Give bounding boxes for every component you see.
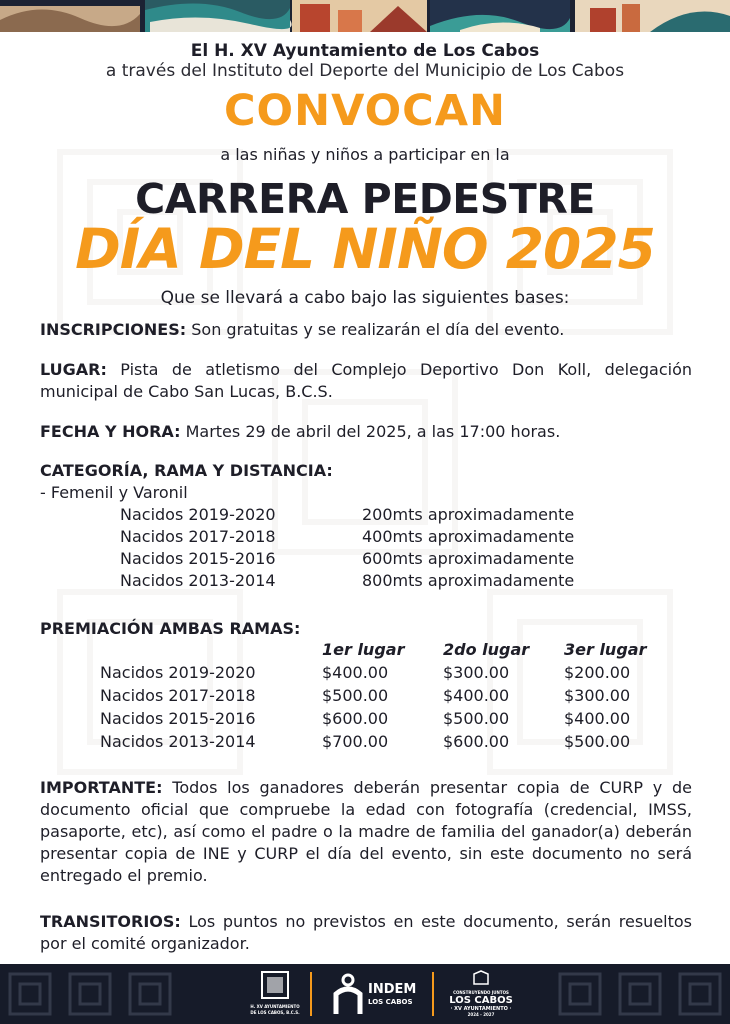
- invitation-text: a las niñas y niños a participar en la: [220, 145, 510, 164]
- section-fecha: FECHA Y HORA: Martes 29 de abril del 2025, a las 17:00 horas.: [40, 422, 561, 441]
- section-inscripciones: INSCRIPCIONES: Son gratuitas y se realizarán el día del evento.: [40, 320, 565, 339]
- ayuntamiento-logo-text: H. XV AYUNTAMIENTO DE LOS CABOS, B.C.S.: [250, 1004, 300, 1015]
- lugar-label: LUGAR: [40, 360, 101, 379]
- importante-text: Todos los ganadores deberán presentar copia de CURP y de documento oficial que compruebe la edad con fotografía (credencial, IMSS, pasaporte, etc), así como el padre o la madre de familia del ganador(a) deberán presentar copia de INE y CURP el día del evento, sin este documento no será entregado el premio.: [40, 778, 693, 885]
- coat-of-arms-icon: [250, 970, 300, 1000]
- event-title: CARRERA PEDESTRE: [135, 175, 595, 223]
- section-importante: IMPORTANTE: Todos los ganadores deberán presentar copia de CURP y de documento oficial que compruebe la edad con fotografía (credencial, IMSS, pasaporte, etc), así como el padre o la madre de familia del ganador(a) deberán presentar copia de INE y CURP el día del evento, sin este documento no será entregado el premio.: [40, 778, 693, 885]
- prize-row-p2: $500.00: [443, 709, 510, 728]
- los-cabos-logo-sub: · XV AYUNTAMIENTO ·: [450, 1006, 512, 1012]
- los-cabos-logo-top: CONSTRUYENDO JUNTOS: [453, 990, 509, 995]
- prize-row-p3: $500.00: [564, 732, 631, 751]
- categoria-row-distancia: 200mts aproximadamente: [362, 505, 575, 524]
- prize-header-third: 3er lugar: [564, 640, 647, 659]
- bases-intro: Que se llevará a cabo bajo las siguientes bases:: [160, 288, 570, 308]
- fecha-text: Martes 29 de abril del 2025, a las 17:00 horas.: [185, 422, 561, 441]
- prize-row-nacidos: Nacidos 2017-2018: [100, 686, 256, 705]
- prize-header-first: 1er lugar: [322, 640, 405, 659]
- section-transitorios: TRANSITORIOS: Los puntos no previstos en este documento, serán resueltos por el comité organizador.: [40, 912, 693, 953]
- prize-header-second: 2do lugar: [443, 640, 530, 659]
- section-lugar: LUGAR: Pista de atletismo del Complejo Deportivo Don Koll, delegación municipal de Cabo San Lucas, B.C.S.: [40, 360, 693, 401]
- prize-row-nacidos: Nacidos 2019-2020: [100, 663, 256, 682]
- categoria-row-distancia: 400mts aproximadamente: [362, 527, 575, 546]
- prize-row-p2: $300.00: [443, 663, 510, 682]
- footer-pattern-icon: [0, 964, 200, 1024]
- inscripciones-label: INSCRIPCIONES: [40, 320, 180, 339]
- footer-pattern-icon: [530, 964, 730, 1024]
- indem-logo-name: INDEM: [368, 982, 417, 997]
- prize-row-p3: $300.00: [564, 686, 631, 705]
- importante-label: IMPORTANTE: [40, 778, 157, 797]
- los-cabos-emblem-icon: [446, 970, 516, 986]
- categoria-row-nacidos: Nacidos 2013-2014: [120, 571, 276, 590]
- inscripciones-text: Son gratuitas y se realizarán el día del evento.: [191, 320, 565, 339]
- categoria-row-nacidos: Nacidos 2017-2018: [120, 527, 276, 546]
- los-cabos-logo: [446, 970, 516, 1018]
- footer-logos: [0, 964, 730, 1024]
- organizer-title: El H. XV Ayuntamiento de Los Cabos: [190, 41, 540, 61]
- top-decorative-banner: [0, 0, 730, 32]
- categoria-row-nacidos: Nacidos 2015-2016: [120, 549, 276, 568]
- lugar-text: Pista de atletismo del Complejo Deportivo Don Koll, delegación municipal de Cabo San Lucas, B.C.S.: [40, 360, 693, 401]
- categoria-row-nacidos: Nacidos 2019-2020: [120, 505, 276, 524]
- banner-artwork-icon: [0, 0, 730, 32]
- transitorios-text: Los puntos no previstos en este documento, serán resueltos por el comité organizador.: [40, 912, 693, 953]
- indem-logo-sub: LOS CABOS: [368, 998, 413, 1006]
- prize-row-nacidos: Nacidos 2013-2014: [100, 732, 256, 751]
- prize-row-p1: $700.00: [322, 732, 389, 751]
- los-cabos-logo-name: LOS CABOS: [449, 995, 513, 1006]
- premiacion-label: PREMIACIÓN AMBAS RAMAS: [40, 619, 294, 638]
- categoria-rama: - Femenil y Varonil: [40, 483, 188, 502]
- prize-row-nacidos: Nacidos 2015-2016: [100, 709, 256, 728]
- prize-row-p1: $500.00: [322, 686, 389, 705]
- convocan-heading: CONVOCAN: [224, 86, 506, 136]
- footer-separator: [310, 972, 312, 1016]
- categoria-row-distancia: 800mts aproximadamente: [362, 571, 575, 590]
- ayuntamiento-logo: [250, 970, 300, 1018]
- organizer-subtitle: a través del Instituto del Deporte del Municipio de Los Cabos: [105, 61, 625, 81]
- prize-row-p2: $400.00: [443, 686, 510, 705]
- prize-row-p2: $600.00: [443, 732, 510, 751]
- prize-row-p3: $400.00: [564, 709, 631, 728]
- categoria-row-distancia: 600mts aproximadamente: [362, 549, 575, 568]
- footer-separator: [432, 972, 434, 1016]
- transitorios-label: TRANSITORIOS: [40, 912, 175, 931]
- section-premiacion: PREMIACIÓN AMBAS RAMAS:: [40, 619, 301, 638]
- indem-logo: [330, 970, 430, 1018]
- event-subtitle: DÍA DEL NIÑO 2025: [75, 217, 655, 281]
- prize-row-p3: $200.00: [564, 663, 631, 682]
- indem-emblem-icon: [330, 970, 370, 1018]
- prize-row-p1: $600.00: [322, 709, 389, 728]
- prize-row-p1: $400.00: [322, 663, 389, 682]
- categoria-label: CATEGORÍA, RAMA Y DISTANCIA: [40, 461, 327, 480]
- fecha-label: FECHA Y HORA: [40, 422, 175, 441]
- section-categoria: CATEGORÍA, RAMA Y DISTANCIA:: [40, 461, 333, 480]
- los-cabos-logo-years: 2024 - 2027: [467, 1012, 495, 1017]
